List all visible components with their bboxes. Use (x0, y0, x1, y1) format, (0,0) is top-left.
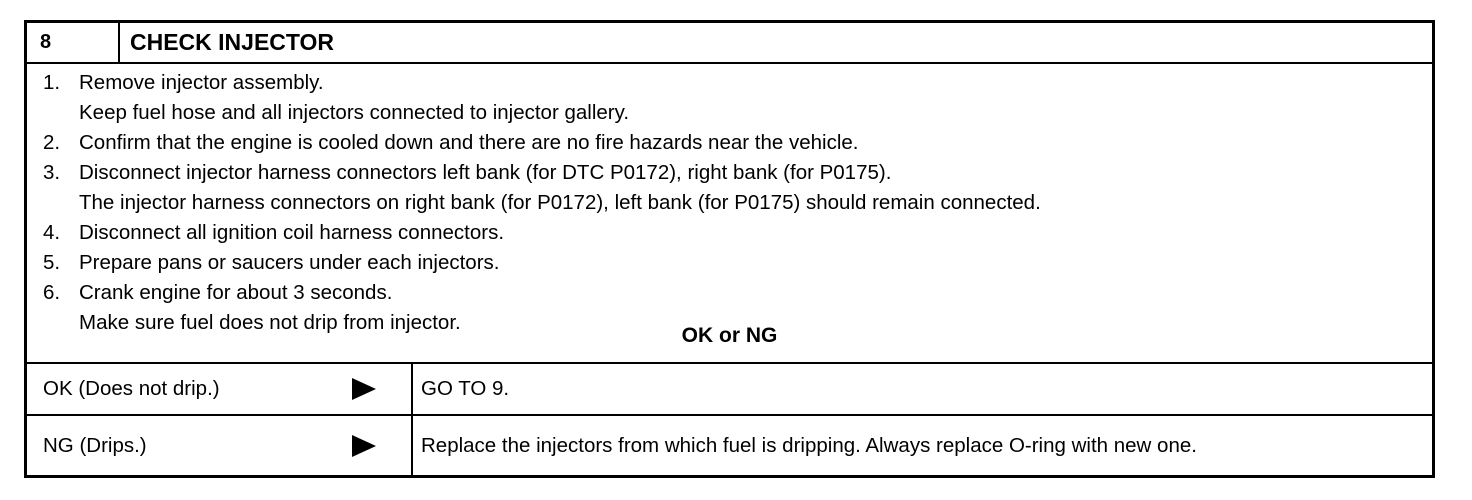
instruction-line (43, 98, 629, 128)
instruction-number: 3. (43, 161, 61, 184)
instruction-line (43, 248, 499, 278)
column-divider (411, 364, 413, 414)
instruction-line (43, 68, 324, 98)
instruction-text: Prepare pans or saucers under each injectors. (79, 251, 500, 274)
instruction-line (43, 278, 392, 308)
instruction-line (43, 128, 858, 158)
instruction-text: Disconnect injector harness connectors left bank (for DTC P0172), right bank (for P0175). (79, 161, 892, 184)
right-triangle-arrow-icon (352, 416, 376, 475)
step-header (27, 23, 1432, 64)
step-number: 8 (27, 23, 120, 62)
instruction-number: 4. (43, 221, 61, 244)
right-triangle-arrow-icon (352, 364, 376, 414)
result-ok-label: OK (Does not drip.) (43, 377, 220, 400)
instruction-text: Crank engine for about 3 seconds. (79, 281, 393, 304)
result-row-ok (27, 364, 1432, 416)
instruction-text: Disconnect all ignition coil harness connectors. (79, 221, 505, 244)
instruction-number: 2. (43, 131, 61, 154)
instruction-list (27, 64, 1432, 364)
column-divider (411, 416, 413, 475)
instruction-line (43, 188, 1041, 218)
instruction-text: Remove injector assembly. (79, 71, 324, 94)
instruction-text: Make sure fuel does not drip from injector. (79, 311, 461, 334)
instruction-number: 1. (43, 71, 61, 94)
instruction-text: The injector harness connectors on right bank (for P0172), left bank (for P0175) should remain connected. (79, 191, 1041, 214)
result-ng-label: NG (Drips.) (43, 433, 147, 457)
result-ok-action: GO TO 9. (421, 377, 510, 400)
verdict-label: OK or NG (681, 324, 778, 347)
instruction-number: 6. (43, 281, 61, 304)
result-row-ng (27, 416, 1432, 475)
instruction-number: 5. (43, 251, 61, 274)
instruction-text: Confirm that the engine is cooled down and there are no fire hazards near the vehicle. (79, 131, 859, 154)
diagnostic-step-table (24, 20, 1435, 478)
result-ng-action: Replace the injectors from which fuel is dripping. Always replace O-ring with new one. (421, 433, 1197, 457)
instruction-line (43, 158, 891, 188)
instruction-line (43, 218, 504, 248)
instruction-text: Keep fuel hose and all injectors connected to injector gallery. (79, 101, 630, 124)
step-title: CHECK INJECTOR (130, 29, 335, 55)
